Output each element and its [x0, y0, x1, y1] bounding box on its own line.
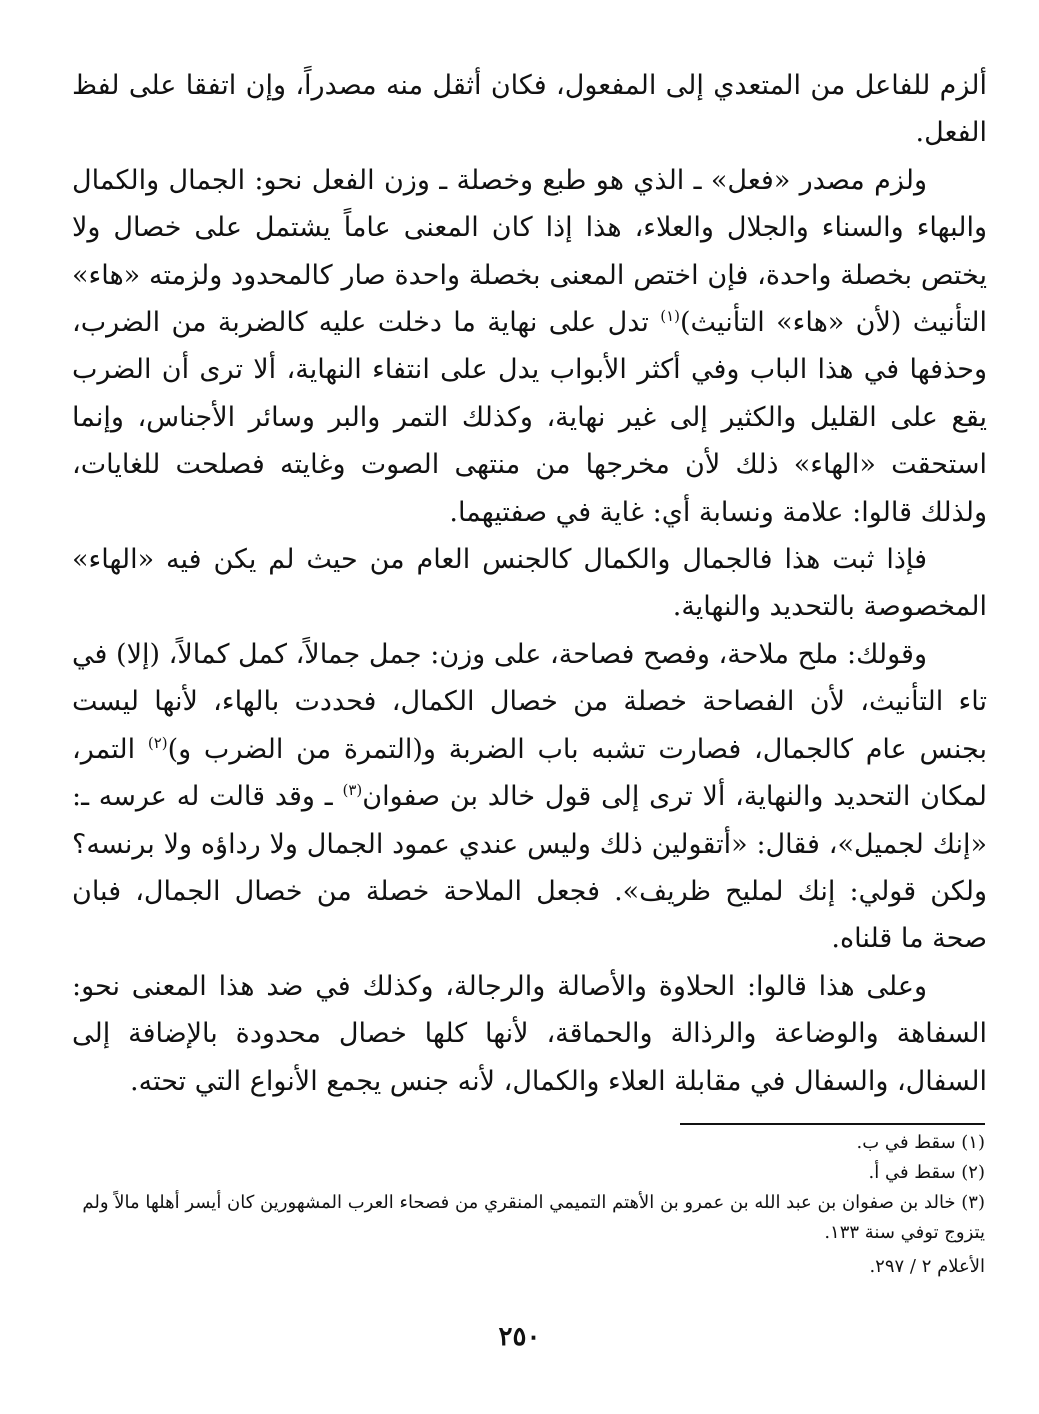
- footnote-mark: (٢): [147, 733, 168, 752]
- page-number: ٢٥٠: [498, 1322, 541, 1352]
- paragraph: ألزم للفاعل من المتعدي إلى المفعول، فكان أثقل منه مصدراً، وإن اتفقا على لفظ الفعل.: [72, 70, 987, 149]
- paragraph: فإذا ثبت هذا فالجمال والكمال كالجنس العام من حيث لم يكن فيه «الهاء» المخصوصة بالتحديد والنهاية.: [72, 544, 987, 623]
- paragraph: وقولك: ملح ملاحة، وفصح فصاحة، على وزن: جمل جمالاً، كمل كمالاً، (إلا) في تاء التأنيث، لأن الفصاحة خصلة من خصال الكمال، فحددت بالهاء، لأنها ليست بجنس عام كالجمال، فصارت تشبه باب الضربة و(التمرة من الضرب و)$^{(٢)}$ التمر، لمكان التحديد والنهاية، ألا ترى إلى قول خالد بن صفوان$^{(٣)}$ ـ وقد قالت له عرسه ـ: «إنك لجميل»، فقال: «أتقولين ذلك وليس عندي عمود الجمال ولا رداؤه ولا برنسه؟ ولكن قولي: إنك لمليح ظريف». فجعل الملاحة خصلة من خصال الجمال، فبان صحة ما قلناه.: [72, 638, 987, 955]
- footnote-mark: (٣): [342, 781, 363, 800]
- footnote-separator: [680, 1123, 985, 1125]
- footnote-reference: الأعلام ٢ / ٢٩٧.: [869, 1256, 985, 1277]
- paragraph: ولزم مصدر «فعل» ـ الذي هو طبع وخصلة ـ وزن الفعل نحو: الجمال والكمال والبهاء والسناء والجلال والعلاء، هذا إذا كان المعنى عاماً يشتمل على خصال ولا يختص بخصلة واحدة، فإن اختص المعنى بخصلة واحدة صار كالمحدود ولزمته «هاء» التأنيث (لأن «هاء» التأنيث)$^{(١)}$ تدل على نهاية ما دخلت عليه كالضربة من الضرب، وحذفها في هذا الباب وفي أكثر الأبواب يدل على انتفاء النهاية، ألا ترى أن الضرب يقع على القليل والكثير إلى غير نهاية، وكذلك التمر والبر وسائر الأجناس، وإنما استحقت «الهاء» ذلك لأن مخرجها من منتهى الصوت وغايته فصلحت للغايات، ولذلك قالوا: علامة ونسابة أي: غاية في صفتيهما.: [72, 164, 987, 528]
- paragraph: وعلى هذا قالوا: الحلاوة والأصالة والرجالة، وكذلك في ضد هذا المعنى نحو: السفاهة والوضاعة والرذالة والحماقة، لأنها كلها خصال محدودة بالإضافة إلى السفال، والسفال في مقابلة العلاء والكمال، لأنه جنس يجمع الأنواع التي تحته.: [72, 970, 987, 1097]
- footnote: (٣) خالد بن صفوان بن عبد الله بن عمرو بن الأهتم التميمي المنقري من فصحاء العرب المشهورين كان أيسر أهلها مالاً ولم يتزوج توفي سنة ١٣٣.: [82, 1192, 985, 1243]
- main-text: [72, 62, 987, 1105]
- footnote-mark: (١): [660, 307, 680, 326]
- footnote: (٢) سقط في أ.: [868, 1162, 985, 1183]
- footnotes: [70, 1128, 985, 1282]
- footnote: (١) سقط في ب.: [856, 1132, 985, 1153]
